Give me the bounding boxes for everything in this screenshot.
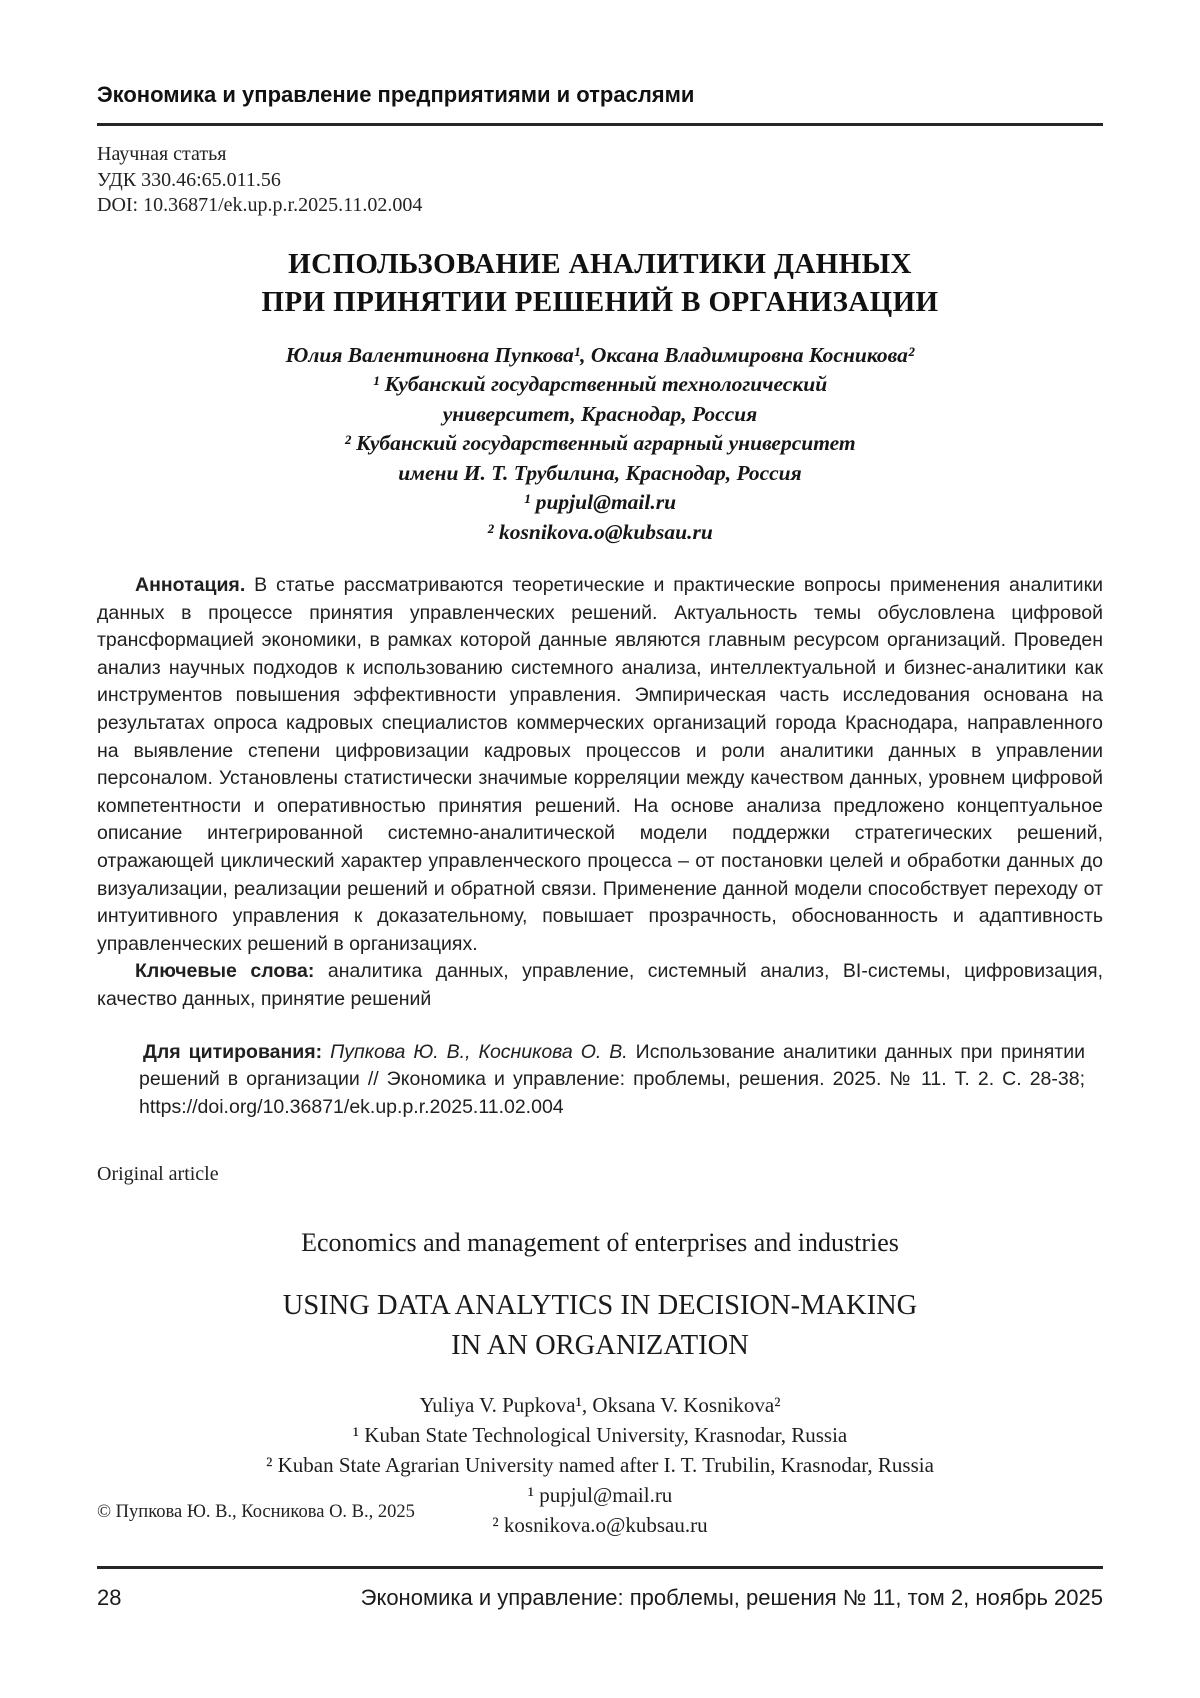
affiliation-ru-2a: ² Кубанский государственный аграрный университет — [344, 431, 856, 455]
author-email-1: ¹ pupjul@mail.ru — [523, 490, 677, 514]
citation-authors: Пупкова Ю. В., Косникова О. В. — [322, 1040, 636, 1063]
journal-footer-line: Экономика и управление: проблемы, решения № 11, том 2, ноябрь 2025 — [360, 1585, 1103, 1610]
affiliation-en-1: ¹ Kuban State Technological University, Krasnodar, Russia — [352, 1423, 848, 1448]
affiliation-en-2: ² Kuban State Agrarian University named after I. T. Trubilin, Krasnodar, Russia — [266, 1453, 934, 1478]
article-title-ru — [97, 245, 1103, 321]
affiliation-ru-1a: ¹ Кубанский государственный технологический — [372, 372, 828, 396]
affiliation-ru-1b: университет, Краснодар, Россия — [442, 401, 758, 426]
article-title-en-line2: IN AN ORGANIZATION — [451, 1330, 749, 1362]
citation-text: Использование аналитики данных при принятии решений в организации // Экономика и управление: проблемы, решения. 2025. № 11. Т. 2. С. 28-38; https://doi.org/10.36871/ek.up.p.r.2025.11.02.004 — [139, 1040, 1085, 1118]
running-head — [97, 0, 1103, 126]
authors-block-ru — [97, 341, 1103, 548]
article-title-ru-line1: ИСПОЛЬЗОВАНИЕ АНАЛИТИКИ ДАННЫХ — [288, 247, 912, 280]
copyright-line: © Пупкова Ю. В., Косникова О. В., 2025 — [97, 1502, 415, 1522]
abstract-paragraph — [97, 572, 1103, 958]
keywords-label: Ключевые слова: — [135, 960, 315, 983]
udc-code: УДК 330.46:65.011.56 — [97, 168, 281, 191]
keywords-text: аналитика данных, управление, системный анализ, BI-системы, цифровизация, качество данных, принятие решений — [97, 960, 1103, 1010]
page-footer — [97, 1566, 1103, 1611]
original-article-label: Original article — [97, 1163, 219, 1186]
article-title-en-line1: USING DATA ANALYTICS IN DECISION-MAKING — [282, 1290, 918, 1322]
author-email-en-1: ¹ pupjul@mail.ru — [527, 1483, 673, 1508]
article-meta — [97, 142, 1103, 219]
authors-en-names: Yuliya V. Pupkova¹, Oksana V. Kosnikova² — [419, 1393, 781, 1418]
section-title-en: Economics and management of enterprises and industries — [301, 1228, 899, 1258]
abstract-text: В статье рассматриваются теоретические и практические вопросы применения аналитики данных в процессе принятия управленческих решений. Актуальность темы обусловлена цифровой трансформацией экономики, в рамках которой данные являются главным ресурсом организаций. Проведен анализ научных подходов к использованию системного анализа, интеллектуальной и бизнес-аналитики как инструментов повышения эффективности управления. Эмпирическая часть исследования основана на результатах опроса кадровых специалистов коммерческих организаций города Краснодара, направленного на выявление степени цифровизации кадровых процессов и роли аналитики данных в управлении персоналом. Установлены статистически значимые корреляции между качеством данных, уровнем цифровой компетентности и оперативностью принятия решений. На основе анализа предложено концептуальное описание интегрированной системно-аналитической модели поддержки стратегических решений, отражающей циклический характер управленческого процесса – от постановки целей и обработки данных до визуализации, реализации решений и обратной связи. Применение данной модели способствует переходу от интуитивного управления к доказательному, повышает прозрачность, обоснованность и адаптивность управленческих решений в организациях. — [97, 574, 1103, 955]
article-type-label: Научная статья — [97, 143, 227, 165]
citation-label: Для цитирования: — [143, 1040, 323, 1063]
author-email-en-2: ² kosnikova.o@kubsau.ru — [492, 1513, 708, 1538]
abstract-and-keywords — [97, 572, 1103, 1014]
running-head-section-title: Экономика и управление предприятиями и отраслями — [97, 82, 695, 107]
abstract-label: Аннотация. — [135, 574, 246, 596]
doi-line: DOI: 10.36871/ek.up.p.r.2025.11.02.004 — [97, 194, 423, 216]
authors-ru-names: Юлия Валентиновна Пупкова¹, Оксана Владимировна Косникова² — [285, 342, 915, 367]
citation-block — [139, 1039, 1085, 1122]
affiliation-ru-2b: имени И. Т. Трубилина, Краснодар, Россия — [398, 460, 802, 485]
keywords-paragraph — [97, 958, 1103, 1013]
article-title-ru-line2: ПРИ ПРИНЯТИИ РЕШЕНИЙ В ОРГАНИЗАЦИИ — [261, 285, 939, 318]
author-email-2: ² kosnikova.o@kubsau.ru — [487, 519, 713, 544]
page-number: 28 — [97, 1585, 122, 1610]
article-title-en — [97, 1286, 1103, 1366]
